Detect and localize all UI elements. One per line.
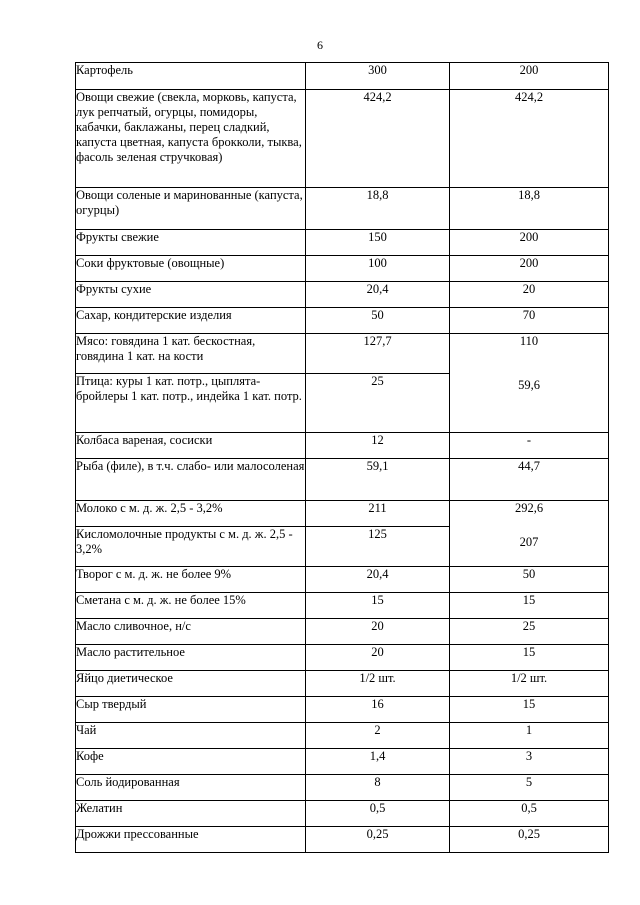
table-row bbox=[76, 334, 609, 374]
value-col-2: 424,2 bbox=[450, 90, 609, 188]
product-name: Творог с м. д. ж. не более 9% bbox=[76, 567, 306, 593]
product-name: Желатин bbox=[76, 801, 306, 827]
value-col-1: 59,1 bbox=[306, 459, 450, 501]
value-col-1: 12 bbox=[306, 433, 450, 459]
product-name: Чай bbox=[76, 723, 306, 749]
value-col-2: 0,5 bbox=[450, 801, 609, 827]
table-row bbox=[76, 433, 609, 459]
table-row bbox=[76, 230, 609, 256]
product-name: Соки фруктовые (овощные) bbox=[76, 256, 306, 282]
product-name: Картофель bbox=[76, 63, 306, 90]
table-row bbox=[76, 308, 609, 334]
value-col-2: 50 bbox=[450, 567, 609, 593]
value-col-2: 200 bbox=[450, 63, 609, 90]
value-col-2: - bbox=[450, 433, 609, 459]
value-col-1: 1,4 bbox=[306, 749, 450, 775]
value-col-1: 100 bbox=[306, 256, 450, 282]
table-row bbox=[76, 645, 609, 671]
product-name: Фрукты сухие bbox=[76, 282, 306, 308]
product-name: Яйцо диетическое bbox=[76, 671, 306, 697]
table-row bbox=[76, 501, 609, 527]
value-col-1: 16 bbox=[306, 697, 450, 723]
value-col-2: 70 bbox=[450, 308, 609, 334]
value-col-2: 15 bbox=[450, 593, 609, 619]
product-name: Молоко с м. д. ж. 2,5 - 3,2% bbox=[76, 501, 306, 527]
value-col-2: 15 bbox=[450, 697, 609, 723]
value-col-1: 300 bbox=[306, 63, 450, 90]
value-col-2: 3 bbox=[450, 749, 609, 775]
product-name: Овощи соленые и маринованные (капуста, огурцы) bbox=[76, 188, 306, 230]
product-name: Соль йодированная bbox=[76, 775, 306, 801]
product-name: Колбаса вареная, сосиски bbox=[76, 433, 306, 459]
product-name: Рыба (филе), в т.ч. слабо- или малосоленая bbox=[76, 459, 306, 501]
table-row bbox=[76, 671, 609, 697]
table-row bbox=[76, 188, 609, 230]
product-name: Птица: куры 1 кат. потр., цыплята-бройлеры 1 кат. потр., индейка 1 кат. потр. bbox=[76, 374, 306, 433]
product-name: Сметана с м. д. ж. не более 15% bbox=[76, 593, 306, 619]
value-col-2: 20 bbox=[450, 282, 609, 308]
value-col-1: 20,4 bbox=[306, 567, 450, 593]
product-name: Масло растительное bbox=[76, 645, 306, 671]
product-name: Сахар, кондитерские изделия bbox=[76, 308, 306, 334]
value-col-1: 18,8 bbox=[306, 188, 450, 230]
table-row bbox=[76, 697, 609, 723]
product-name: Дрожжи прессованные bbox=[76, 827, 306, 853]
product-name: Сыр твердый bbox=[76, 697, 306, 723]
table-row bbox=[76, 723, 609, 749]
milk-value: 292,6 bbox=[514, 501, 544, 515]
poultry-value: 59,6 bbox=[518, 378, 540, 392]
value-col-1: 20 bbox=[306, 619, 450, 645]
value-col-2: 15 bbox=[450, 645, 609, 671]
table-row bbox=[76, 749, 609, 775]
value-col-2 bbox=[450, 334, 609, 433]
product-name: Фрукты свежие bbox=[76, 230, 306, 256]
value-col-2: 1/2 шт. bbox=[450, 671, 609, 697]
table-row bbox=[76, 827, 609, 853]
value-col-1: 424,2 bbox=[306, 90, 450, 188]
value-col-1: 0,25 bbox=[306, 827, 450, 853]
value-col-2 bbox=[450, 501, 609, 567]
value-col-2: 25 bbox=[450, 619, 609, 645]
dairy-value: 207 bbox=[519, 535, 539, 549]
table-row bbox=[76, 567, 609, 593]
product-name: Овощи свежие (свекла, морковь, капуста, лук репчатый, огурцы, помидоры, кабачки, баклажаны, перец сладкий, капуста цветная, капуста брокколи, тыква, фасоль зеленая стручковая) bbox=[76, 90, 306, 188]
value-col-1: 127,7 bbox=[306, 334, 450, 374]
table-row bbox=[76, 619, 609, 645]
value-col-1: 15 bbox=[306, 593, 450, 619]
table-row bbox=[76, 256, 609, 282]
table-row bbox=[76, 459, 609, 501]
value-col-1: 25 bbox=[306, 374, 450, 433]
value-col-1: 50 bbox=[306, 308, 450, 334]
food-norms-table bbox=[75, 62, 609, 853]
value-col-2: 5 bbox=[450, 775, 609, 801]
value-col-2: 200 bbox=[450, 256, 609, 282]
product-name: Кисломолочные продукты с м. д. ж. 2,5 - 3,2% bbox=[76, 527, 306, 567]
value-col-1: 125 bbox=[306, 527, 450, 567]
value-col-1: 8 bbox=[306, 775, 450, 801]
table-row bbox=[76, 775, 609, 801]
value-col-2: 200 bbox=[450, 230, 609, 256]
value-col-1: 20,4 bbox=[306, 282, 450, 308]
table-row bbox=[76, 63, 609, 90]
table-row bbox=[76, 801, 609, 827]
table-row bbox=[76, 90, 609, 188]
table-row bbox=[76, 593, 609, 619]
value-col-2: 44,7 bbox=[450, 459, 609, 501]
value-col-1: 0,5 bbox=[306, 801, 450, 827]
value-col-1: 20 bbox=[306, 645, 450, 671]
value-col-2: 18,8 bbox=[450, 188, 609, 230]
value-col-2: 1 bbox=[450, 723, 609, 749]
page-number: 6 bbox=[317, 38, 323, 52]
product-name: Масло сливочное, н/с bbox=[76, 619, 306, 645]
product-name: Кофе bbox=[76, 749, 306, 775]
table-row bbox=[76, 282, 609, 308]
value-col-1: 1/2 шт. bbox=[306, 671, 450, 697]
value-col-1: 211 bbox=[306, 501, 450, 527]
meat-value: 110 bbox=[519, 334, 539, 348]
value-col-1: 150 bbox=[306, 230, 450, 256]
value-col-1: 2 bbox=[306, 723, 450, 749]
product-name: Мясо: говядина 1 кат. бескостная, говядина 1 кат. на кости bbox=[76, 334, 306, 374]
value-col-2: 0,25 bbox=[450, 827, 609, 853]
